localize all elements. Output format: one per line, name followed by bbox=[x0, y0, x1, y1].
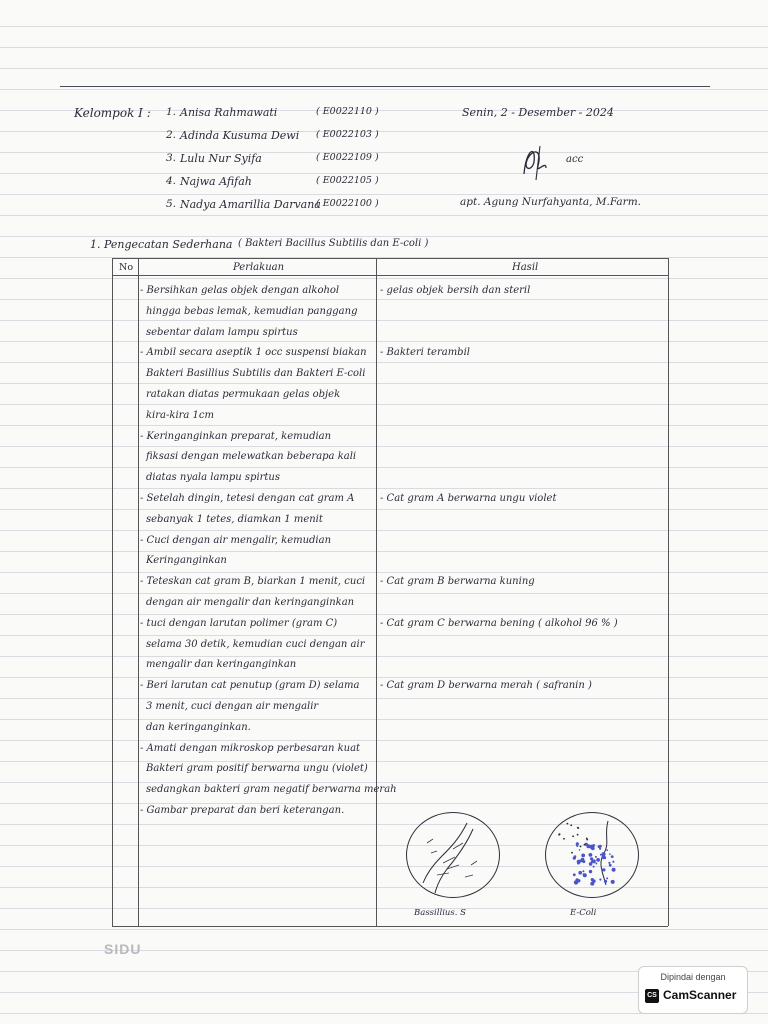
column-header-no: No bbox=[119, 262, 134, 273]
member-name: Najwa Afifah bbox=[180, 175, 252, 188]
bacteria-dot bbox=[598, 845, 601, 848]
sketch-dot bbox=[586, 838, 588, 840]
table-right-border bbox=[668, 258, 669, 926]
label-ecoli: E-Coli bbox=[570, 908, 597, 918]
ecoli-drawing bbox=[545, 812, 639, 898]
procedure-line: ratakan diatas permukaan gelas objek bbox=[146, 389, 341, 400]
bacillus-drawing bbox=[406, 812, 500, 898]
sketch-dot bbox=[577, 827, 579, 829]
camscanner-logo-icon: CS bbox=[645, 989, 659, 1003]
sketch-dot bbox=[577, 834, 579, 836]
bacteria-dot bbox=[589, 853, 593, 857]
member-number: 3. bbox=[166, 152, 177, 164]
bacteria-dot bbox=[576, 845, 578, 847]
procedure-line: - tuci dengan larutan polimer (gram C) bbox=[140, 617, 338, 629]
bacteria-dot bbox=[599, 878, 601, 880]
bacteria-dot bbox=[612, 868, 616, 872]
procedure-line: mengalir dan keringanginkan bbox=[146, 659, 297, 671]
member-name: Adinda Kusuma Dewi bbox=[180, 129, 300, 142]
bacteria-dot bbox=[609, 853, 611, 855]
bacteria-dot bbox=[583, 873, 587, 877]
result-line: - Cat gram A berwarna ungu violet bbox=[380, 493, 557, 504]
procedure-line: Bakteri gram positif berwarna ungu (violet) bbox=[146, 763, 368, 775]
table-left-border bbox=[112, 258, 113, 926]
label-bacillus: Bassillius. S bbox=[414, 908, 466, 918]
section-subtitle: ( Bakteri Bacillus Subtilis dan E-coli ) bbox=[238, 238, 429, 249]
procedure-line: sebentar dalam lampu spirtus bbox=[146, 326, 298, 338]
bacteria-dot bbox=[573, 873, 576, 876]
signature-image bbox=[516, 140, 596, 182]
procedure-line: sebanyak 1 tetes, diamkan 1 menit bbox=[146, 513, 323, 525]
procedure-line: - Beri larutan cat penutup (gram D) selama bbox=[140, 680, 360, 692]
bacteria-dot bbox=[589, 870, 592, 873]
result-line: - gelas objek bersih dan steril bbox=[380, 285, 531, 296]
bacteria-dot bbox=[593, 866, 595, 868]
scanner-caption: Dipindai dengan bbox=[660, 972, 726, 982]
procedure-line: - Amati dengan mikroskop perbesaran kuat bbox=[140, 742, 361, 754]
procedure-line: - Bersihkan gelas objek dengan alkohol bbox=[140, 285, 340, 296]
scanner-name: CamScanner bbox=[663, 988, 737, 1002]
sketch-dot bbox=[580, 846, 582, 848]
procedure-line: - Gambar preparat dan beri keterangan. bbox=[140, 805, 345, 816]
bacteria-dot bbox=[602, 855, 606, 859]
procedure-line: - Setelah dingin, tetesi dengan cat gram A bbox=[140, 493, 355, 504]
sketch-dot bbox=[558, 834, 560, 836]
procedure-line: - Ambil secara aseptik 1 occ suspensi biakan bbox=[140, 347, 367, 359]
member-name: Lulu Nur Syifa bbox=[180, 152, 262, 165]
procedure-line: - Teteskan cat gram B, biarkan 1 menit, cuci bbox=[140, 576, 366, 588]
member-id: ( E0022103 ) bbox=[316, 129, 379, 140]
result-line: - Bakteri terambil bbox=[380, 347, 470, 359]
procedure-line: Keringanginkan bbox=[146, 555, 227, 567]
bacteria-dot bbox=[611, 855, 614, 858]
section-title: 1. Pengecatan Sederhana bbox=[90, 238, 233, 251]
bacteria-dot bbox=[606, 877, 608, 879]
member-number: 5. bbox=[166, 198, 177, 210]
result-line: - Cat gram C berwarna bening ( alkohol 96 % ) bbox=[380, 617, 618, 629]
procedure-line: Bakteri Basillius Subtilis dan Bakteri E-coli bbox=[146, 368, 366, 380]
bacteria-dot bbox=[590, 882, 594, 886]
bacteria-dot bbox=[596, 858, 600, 862]
bacteria-dot bbox=[581, 858, 585, 862]
procedure-line: kira-kira 1cm bbox=[146, 409, 215, 421]
bacteria-dot bbox=[589, 862, 593, 866]
table-divider-hasil bbox=[376, 258, 377, 926]
group-label: Kelompok I : bbox=[74, 106, 151, 120]
member-number: 4. bbox=[166, 175, 177, 187]
ecoli-sketch bbox=[546, 813, 638, 897]
top-rule bbox=[60, 86, 710, 87]
bacteria-dot bbox=[608, 862, 610, 864]
bacteria-dot bbox=[595, 863, 597, 865]
result-line: - Cat gram D berwarna merah ( safranin ) bbox=[380, 680, 592, 692]
member-name: Anisa Rahmawati bbox=[180, 106, 278, 119]
bacteria-dot bbox=[611, 880, 615, 884]
sketch-dot bbox=[570, 824, 572, 826]
paper-brand-mark: SIDU bbox=[104, 941, 142, 957]
sketch-dot bbox=[572, 835, 574, 837]
member-id: ( E0022110 ) bbox=[316, 106, 379, 117]
bacteria-dot bbox=[592, 844, 595, 847]
bacteria-dot bbox=[582, 870, 584, 872]
bacteria-dot bbox=[578, 871, 582, 875]
bacteria-dot bbox=[604, 880, 607, 883]
procedure-line: hingga bebas lemak, kemudian panggang bbox=[146, 305, 358, 317]
bacteria-dot bbox=[609, 864, 612, 867]
table-header-border bbox=[112, 275, 668, 276]
bacteria-dot bbox=[577, 879, 580, 882]
procedure-line: dan keringanginkan. bbox=[146, 721, 251, 733]
procedure-line: - Keringanginkan preparat, kemudian bbox=[140, 430, 332, 442]
bacteria-dot bbox=[577, 862, 580, 865]
member-id: ( E0022109 ) bbox=[316, 152, 379, 163]
procedure-line: diatas nyala lampu spirtus bbox=[146, 472, 281, 484]
bacteria-dot bbox=[573, 857, 576, 860]
table-divider-no bbox=[138, 258, 139, 926]
procedure-line: sedangkan bakteri gram negatif berwarna merah bbox=[146, 784, 397, 796]
procedure-line: fiksasi dengan melewatkan beberapa kali bbox=[146, 451, 357, 463]
bacteria-dot bbox=[581, 854, 585, 858]
member-id: ( E0022105 ) bbox=[316, 175, 379, 186]
member-id: ( E0022100 ) bbox=[316, 198, 379, 209]
date: Senin, 2 - Desember - 2024 bbox=[462, 106, 614, 119]
column-header-perlakuan: Perlakuan bbox=[233, 262, 285, 273]
member-name: Nadya Amarillia Darvana bbox=[180, 198, 321, 211]
sketch-dot bbox=[584, 844, 586, 846]
sketch-dot bbox=[563, 838, 565, 840]
bacteria-dot bbox=[612, 861, 614, 863]
signature-note: acc bbox=[566, 154, 584, 165]
bacteria-dot bbox=[590, 857, 593, 860]
member-number: 1. bbox=[166, 106, 177, 118]
table-bottom-border bbox=[112, 926, 668, 927]
bacteria-dot bbox=[606, 849, 608, 851]
bacteria-dot bbox=[595, 856, 597, 858]
bacillus-sketch bbox=[407, 813, 499, 897]
table-top-border bbox=[112, 258, 668, 259]
procedure-line: selama 30 detik, kemudian cuci dengan air bbox=[146, 638, 365, 650]
bacteria-dot bbox=[602, 869, 604, 871]
column-header-hasil: Hasil bbox=[512, 262, 539, 273]
member-number: 2. bbox=[166, 129, 177, 141]
camscanner-watermark bbox=[638, 966, 748, 1014]
sketch-dot bbox=[571, 852, 573, 854]
procedure-line: - Cuci dengan air mengalir, kemudian bbox=[140, 534, 332, 546]
bacteria-dot bbox=[591, 846, 595, 850]
result-line: - Cat gram B berwarna kuning bbox=[380, 576, 535, 588]
lecturer-name: apt. Agung Nurfahyanta, M.Farm. bbox=[460, 196, 641, 208]
procedure-line: dengan air mengalir dan keringanginkan bbox=[146, 597, 355, 608]
sketch-dot bbox=[567, 823, 569, 825]
bacteria-dot bbox=[579, 849, 581, 851]
procedure-line: 3 menit, cuci dengan air mengalir bbox=[146, 701, 319, 712]
